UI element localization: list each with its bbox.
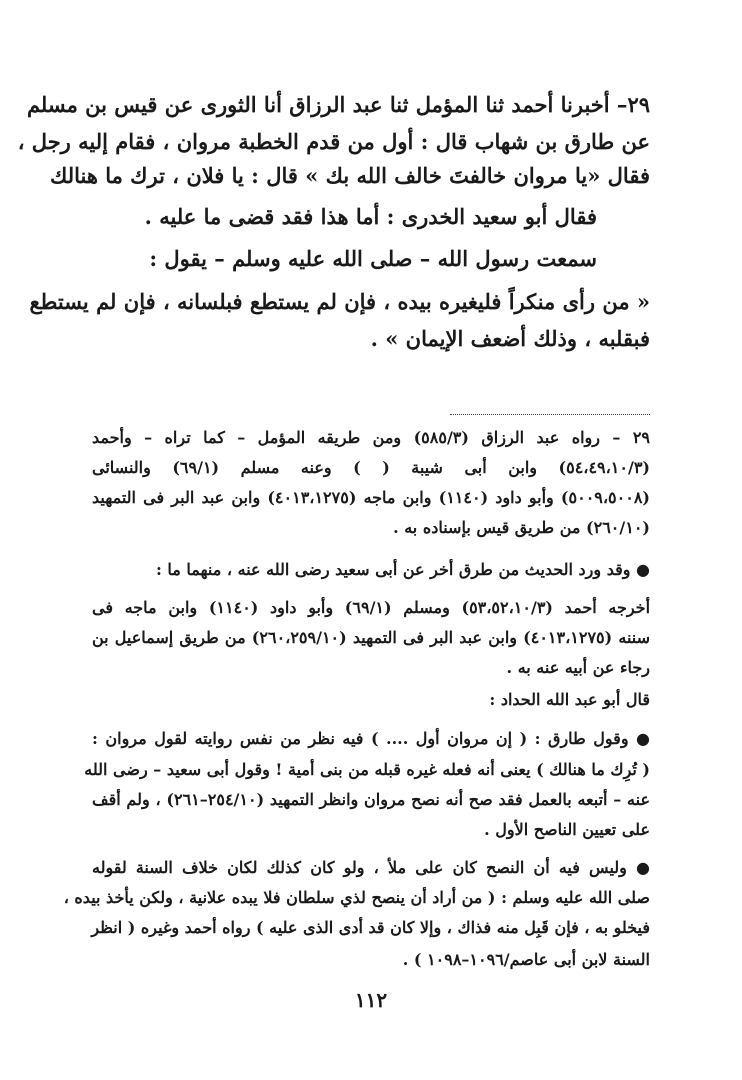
footnote-line-17: السنة لابن أبى عاصم/١٠٩٦–١٠٩٨ ) .	[402, 950, 650, 969]
footnote-line-2: (٥٤،٤٩،١٠/٣) وابن أبى شيبة ( ) وعنه مسلم (٦٩/١) والنسائى	[92, 458, 650, 477]
main-text-line-7: فبقلبه ، وذلك أضعف الإيمان » .	[370, 326, 650, 351]
footnote-line-11: ( تُرِك ما هنالك ) يعنى أنه فعله غيره قبله من بنى أمية ! وقول أبى سعيد – رضى الله	[84, 760, 650, 779]
footnote-line-13: على تعيين الناصح الأول .	[484, 820, 650, 839]
footnote-line-3: (٥٠٠٩،٥٠٠٨) وأبو داود (١١٤٠) وابن ماجه (٤٠١٣،١٢٧٥) وابن عبد البر فى التمهيد	[92, 488, 650, 507]
footnote-line-12: عنه – أتبعه بالعمل فقد صح أنه نصح مروان وانظر التمهيد (٢٥٤/١٠–٢٦١) ، ولم أقف	[92, 790, 650, 809]
footnote-line-16: فيخلو به ، فإن قَبِل منه فذاك ، وإلا كان قد أدى الذى عليه ) رواه أحمد وغيره ( انظر	[91, 918, 650, 937]
footnote-line-14: ● وليس فيه أن النصح كان على ملأ ، ولو كان كذلك لكان خلاف السنة لقوله	[92, 858, 650, 877]
footnote-line-7: سننه (٤٠١٣،١٢٧٥) وابن عبد البر فى التمهيد (٢٦٠،٢٥٩/١٠) من طريق إسماعيل بن	[92, 628, 650, 647]
main-text-line-4: فقال أبو سعيد الخدرى : أما هذا فقد قضى ما عليه .	[144, 204, 597, 229]
footnote-line-9: قال أبو عبد الله الحداد :	[489, 690, 650, 709]
footnote-line-1: ٢٩ – رواه عبد الرزاق (٥٨٥/٣) ومن طريقه المؤمل – كما تراه – وأحمد	[92, 428, 650, 447]
main-text-line-3: فقال «يا مروان خالفتَ خالف الله بك » قال : يا فلان ، ترك ما هنالك	[50, 163, 650, 188]
footnote-line-6: أخرجه أحمد (٥٣،٥٢،١٠/٣) ومسلم (٦٩/١) وأبو داود (١١٤٠) وابن ماجه فى	[92, 598, 651, 617]
footnote-line-8: رجاء عن أبيه عنه به .	[506, 658, 650, 677]
main-text-line-2: عن طارق بن شهاب قال : أول من قدم الخطبة مروان ، فقام إليه رجل ،	[17, 129, 650, 154]
footnote-line-10: ● وقول طارق : ( إن مروان أول .... ) فيه نظر من نفس روايته لقول مروان :	[92, 729, 650, 748]
footnote-separator	[450, 414, 650, 415]
main-text-line-1: ٢٩– أخبرنا أحمد ثنا المؤمل ثنا عبد الرزاق أنا الثورى عن قيس بن مسلم	[26, 92, 650, 117]
page-number: ١١٢	[354, 988, 388, 1012]
main-text-line-6: « من رأى منكراً فليغيره بيده ، فإن لم يستطع فبلسانه ، فإن لم يستطع	[29, 289, 650, 314]
footnote-line-5: ● وقد ورد الحديث من طرق أخر عن أبى سعيد رضى الله عنه ، منهما ما :	[155, 560, 650, 579]
footnote-line-15: صلى الله عليه وسلم : ( من أراد أن ينصح لذي سلطان فلا يبده علانية ، ولكن يأخذ بيده ،	[63, 888, 650, 907]
footnote-line-4: (٢٦٠/١٠) من طريق قيس بإسناده به .	[393, 518, 650, 537]
main-text-line-5: سمعت رسول الله – صلى الله عليه وسلم – يقول :	[149, 246, 597, 271]
